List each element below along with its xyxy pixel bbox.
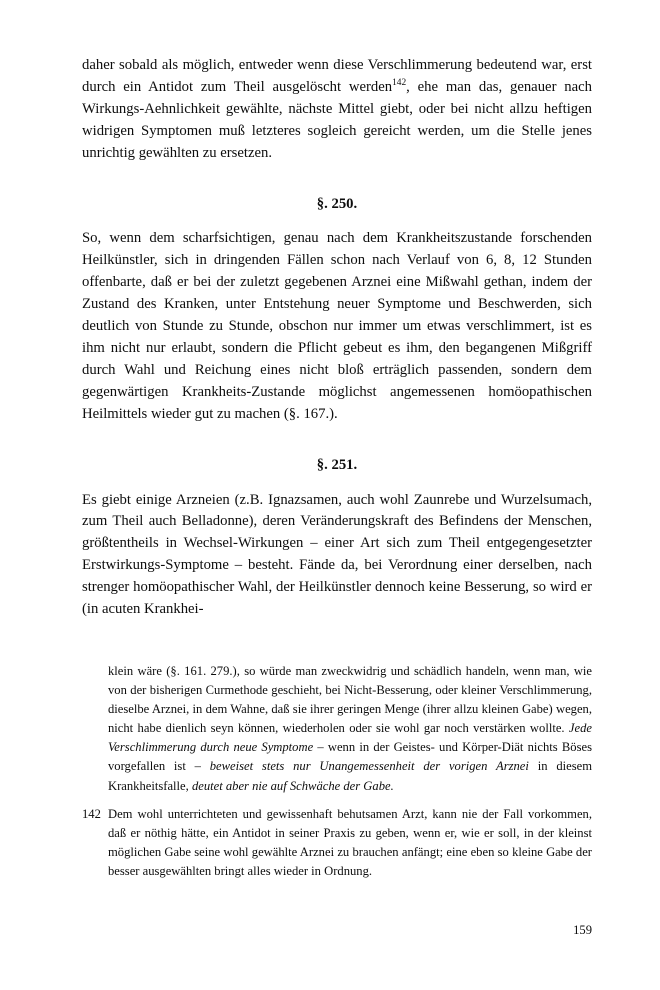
section-paragraph-251: Es giebt einige Arzneien (z.B. Ignazsamen, auch wohl Zaunrebe und Wurzelsumach, zum Theil auch Belladonne), deren Veränderungskraft des Befindens der Menschen, größtentheils in Wechsel-Wirkungen – einer Art sich zum Theil entgegengesetzter Erstwirkungs-Symptome – besteht. Fände da, bei Verordnung einer derselben, nach strenger homöopathischer Wahl, der Heilkünstler dennoch keine Besserung, so wird er (in acuten Krankhei- (82, 491, 592, 618)
main-text-column (82, 55, 592, 621)
paragraph-top-text-after-ref: , ehe man das, genauer nach Wirkungs-Aehnlichkeit gewählte, nächste Mittel giebt, oder bei nicht allzu heftigen widrigen Symptomen muß letzteres sogleich gereicht werden, um die Stelle jenes unrichtig gewählten zu ersetzen. (82, 78, 592, 161)
footnote-cont-italic-3: deutet aber nie auf Schwäche der Gabe. (191, 778, 394, 793)
spacer-after-heading-251 (82, 477, 592, 490)
footnote-reference-142[interactable]: 142 (392, 78, 407, 89)
footnote-cont-italic-2: beweiset stets nur Unangemessenheit der vorigen Arznei (209, 759, 529, 774)
footnote-cont-italic-1: Jede Verschlimmerung durch neue Symptome (108, 721, 592, 755)
footnote-entry-142 (82, 805, 592, 881)
footnote-cont-segment-2: – wenn in der Geistes- und Körper-Diät nichts Böses vorgefallen ist – (108, 740, 592, 774)
spacer-before-heading-251 (82, 426, 592, 455)
footnote-continuation-from-previous-page (108, 662, 592, 796)
spacer-before-heading-250 (82, 165, 592, 194)
page-number: 159 (573, 923, 592, 937)
spacer-after-heading-250 (82, 215, 592, 228)
footnote-cont-segment-1: klein wäre (§. 161. 279.), so würde man zweckwidrig und schädlich handeln, wenn man, wie von der bisherigen Curmethode geschieht, bei Nicht-Besserung, oder kleiner Verschlimmerung, dieselbe Arznei, in dem Wahne, daß sie ihrer geringen Menge (ihrer allzu kleinen Gabe) wegen, nicht habe dienlich seyn können, wiederholen oder sie wohl gar noch verstärken wollte. (108, 664, 592, 736)
section-paragraph-250: So, wenn dem scharfsichtigen, genau nach dem Krankheitszustande forschenden Heilkünstler, sich in dringenden Fällen schon nach Verlauf von 6, 8, 12 Stunden offenbarte, daß er bei der zuletzt gegebenen Arznei eine Mißwahl gethan, indem der Zustand des Kranken, unter Entstehung neuer Symptome und Beschwerden, sich deutlich von Stunde zu Stunde, obschon nur immer um etwas verschlimmert, ist es ihm nicht nur erlaubt, sondern die Pflicht gebeut es ihm, den begangenen Mißgriff durch Wahl und Reichung eines nicht bloß erträglich passenden, sondern dem gegenwärtigen Krankheits-Zustande möglichst angemessenen homöopathischen Heilmittels wieder gut zu machen (§. 167.). (82, 230, 592, 422)
section-heading-251: §. 251. (316, 456, 358, 473)
footnote-cont-segment-3: in diesem Krankheitsfalle, (108, 759, 592, 793)
paragraph-top-text-before-ref: daher sobald als möglich, entweder wenn diese Verschlimmerung bedeutend war, erst durch ein Antidot zum Theil ausgelöscht werden (82, 57, 592, 95)
footnote-entry-number-142: 142 (82, 806, 101, 821)
paragraph-continuation-top (82, 55, 592, 165)
footnote-area (82, 662, 592, 881)
section-heading-250: §. 250. (316, 195, 358, 212)
footnote-entry-text-142: Dem wohl unterrichteten und gewissenhaft behutsamen Arzt, kann nie der Fall vorkommen, daß er nöthig hätte, ein Antidot in seiner Praxis zu geben, wenn er, wie er soll, in der kleinst möglichen Gabe seine wohl gewählte Arznei zu brauchen anfängt; eine eben so kleine Gabe der besser ausgewählten bringt alles wieder in Ordnung. (108, 806, 592, 878)
